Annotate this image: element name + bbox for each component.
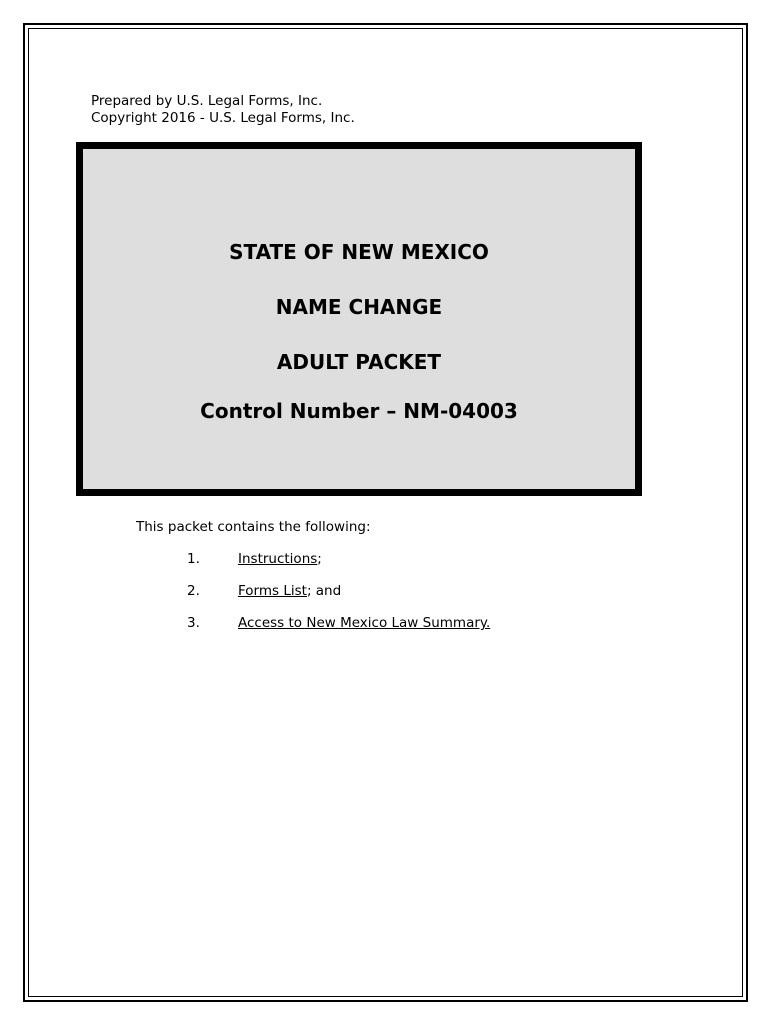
list-item [187,551,322,568]
prepared-by-line: Prepared by U.S. Legal Forms, Inc. [91,93,323,109]
forms-list-link[interactable]: Forms List [238,583,307,599]
list-item-number: 1. [187,551,200,567]
preparer-notice [91,93,355,127]
control-number: Control Number – NM-04003 [200,399,518,423]
packet-type-title: ADULT PACKET [276,350,442,374]
title-box [76,142,642,496]
list-item-suffix: ; [317,551,322,567]
contents-intro: This packet contains the following: [136,519,371,535]
copyright-line: Copyright 2016 - U.S. Legal Forms, Inc. [91,110,355,126]
subject-title: NAME CHANGE [275,295,443,319]
instructions-link[interactable]: Instructions [238,551,318,567]
list-item-number: 3. [187,615,200,631]
list-item-number: 2. [187,583,200,599]
law-summary-link[interactable]: Access to New Mexico Law Summary. [238,615,491,631]
state-title: STATE OF NEW MEXICO [229,240,489,264]
list-item-suffix: ; and [306,583,342,599]
list-item [187,615,490,632]
list-item [187,583,341,600]
